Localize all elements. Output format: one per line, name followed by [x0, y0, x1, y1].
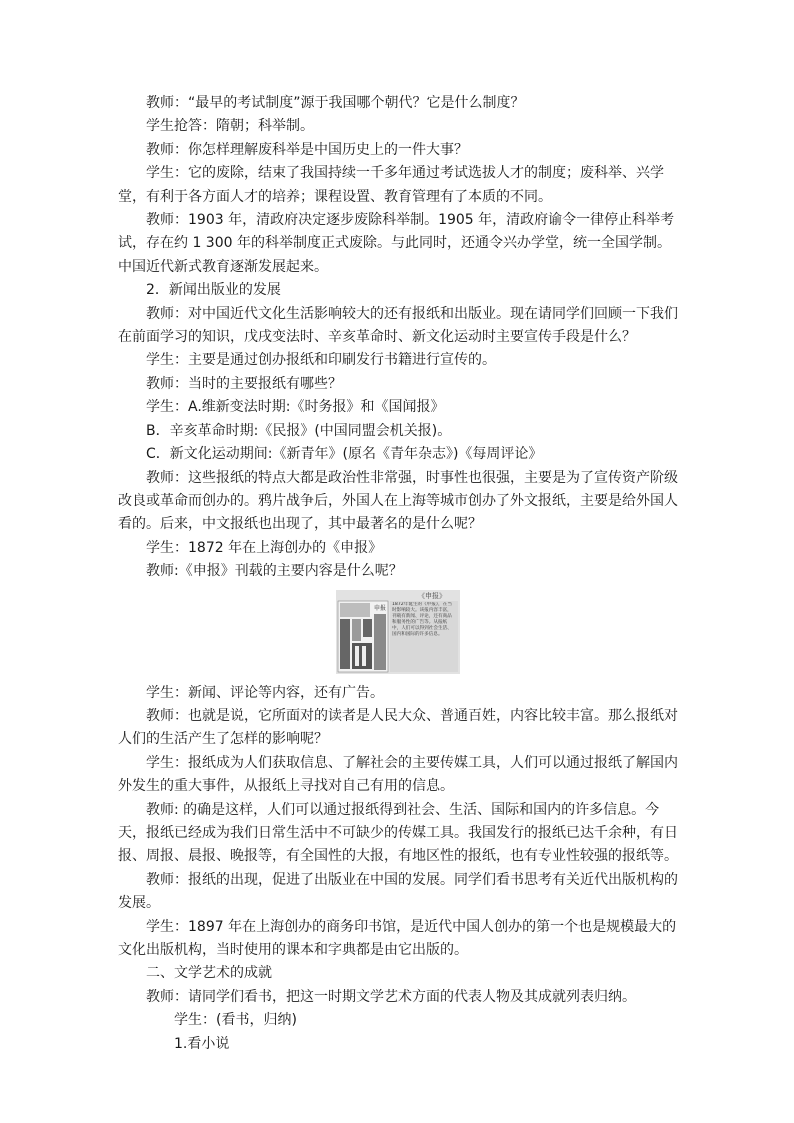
paragraph: C．新文化运动期间:《新青年》(原名《青年杂志》)《每周评论》: [146, 446, 543, 463]
shenbao-newspaper-image: [336, 590, 460, 674]
figure-title: 《申报》: [418, 591, 446, 600]
document-body: [118, 92, 678, 1056]
paragraph: 教师:《申报》刊载的主要内容是什么呢？: [146, 563, 403, 580]
paragraph: 学生：1872 年在上海创办的《申报》: [146, 539, 383, 556]
paragraph: 学生抢答：隋朝；科举制。: [146, 118, 314, 135]
paragraph: 学生：主要是通过创办报纸和印刷发行书籍进行宣传的。: [146, 352, 496, 369]
paragraph: 教师：1903 年，清政府决定逐步废除科举制。1905 年，清政府谕令一律停止科举考试，存在约 1 300 年的科举制度正式废除。与此同时，还通令兴办学堂，统一全国学制。中国近代新式教育逐渐发展起来。: [118, 212, 675, 275]
paragraph: 学生：新闻、评论等内容，还有广告。: [146, 684, 384, 701]
paragraph: 学生：(看书，归纳): [174, 1012, 297, 1029]
paragraph: 学生：A.维新变法时期:《时务报》和《国闻报》: [146, 399, 445, 416]
paragraph: 1.看小说: [174, 1035, 230, 1052]
paragraph: 2．新闻出版业的发展: [146, 282, 281, 299]
paragraph: 教师：请同学们看书，把这一时期文学艺术方面的代表人物及其成就列表归纳。: [146, 988, 636, 1005]
paragraph: 二、文学艺术的成就: [146, 965, 272, 982]
figure-masthead: 申报: [373, 604, 387, 612]
figure-container: [118, 590, 678, 674]
paragraph: 教师：这些报纸的特点大都是政治性非常强，时事性也很强，主要是为了宣传资产阶级改良或革命而创办的。鸦片战争后，外国人在上海等城市创办了外文报纸，主要是给外国人看的。后来，中文报纸也出现了，其中最著名的是什么呢？: [118, 469, 678, 533]
paragraph: 学生：报纸成为人们获取信息、了解社会的主要传媒工具，人们可以通过报纸了解国内外发生的重大事件，从报纸上寻找对自己有用的信息。: [118, 754, 678, 795]
paragraph: 教师：当时的主要报纸有哪些？: [146, 375, 342, 392]
paragraph: 学生：它的废除，结束了我国持续一千多年通过考试选拔人才的制度；废科举、兴学堂，有利于各方面人才的培养；课程设置、教育管理有了本质的不同。: [118, 165, 664, 205]
paragraph: 教师：你怎样理解废科举是中国历史上的一件大事？: [146, 141, 468, 158]
paragraph: B．辛亥革命时期:《民报》(中国同盟会机关报)。: [146, 422, 452, 439]
figure-caption: 1872年诞生的《申报》，在当时影响较大。该报内容丰富，刊载有新闻、评论，还有商品和服务性的广告等。从报纸中，人们可以得到社会生活、国内和国际的许多信息。: [392, 601, 452, 637]
paragraph: 教师：也就是说，它所面对的读者是人民大众、普通百姓，内容比较丰富。那么报纸对人们的生活产生了怎样的影响呢？: [118, 707, 678, 748]
paragraph: 教师：对中国近代文化生活影响较大的还有报纸和出版业。现在请同学们回顾一下我们在前面学习的知识，戊戌变法时、辛亥革命时、新文化运动时主要宣传手段是什么？: [118, 305, 678, 346]
paragraphs-after-figure: [118, 682, 678, 1057]
paragraph: 教师：“最早的考试制度”源于我国哪个朝代？它是什么制度？: [146, 95, 525, 111]
paragraphs-before-figure: [118, 92, 678, 584]
paragraph: 教师: 的确是这样，人们可以通过报纸得到社会、生活、国际和国内的许多信息。今天，报纸已经成为我们日常生活中不可缺少的传媒工具。我国发行的报纸已达千余种，有日报、周报、晨报、晚报等，有全国性的大报，有地区性的报纸，也有专业性较强的报纸等。: [118, 801, 678, 865]
paragraph: 教师：报纸的出现，促进了出版业在中国的发展。同学们看书思考有关近代出版机构的发展。: [118, 871, 678, 912]
paragraph: 学生：1897 年在上海创办的商务印书馆，是近代中国人创办的第一个也是规模最大的文化出版机构，当时使用的课本和字典都是由它出版的。: [118, 918, 677, 958]
